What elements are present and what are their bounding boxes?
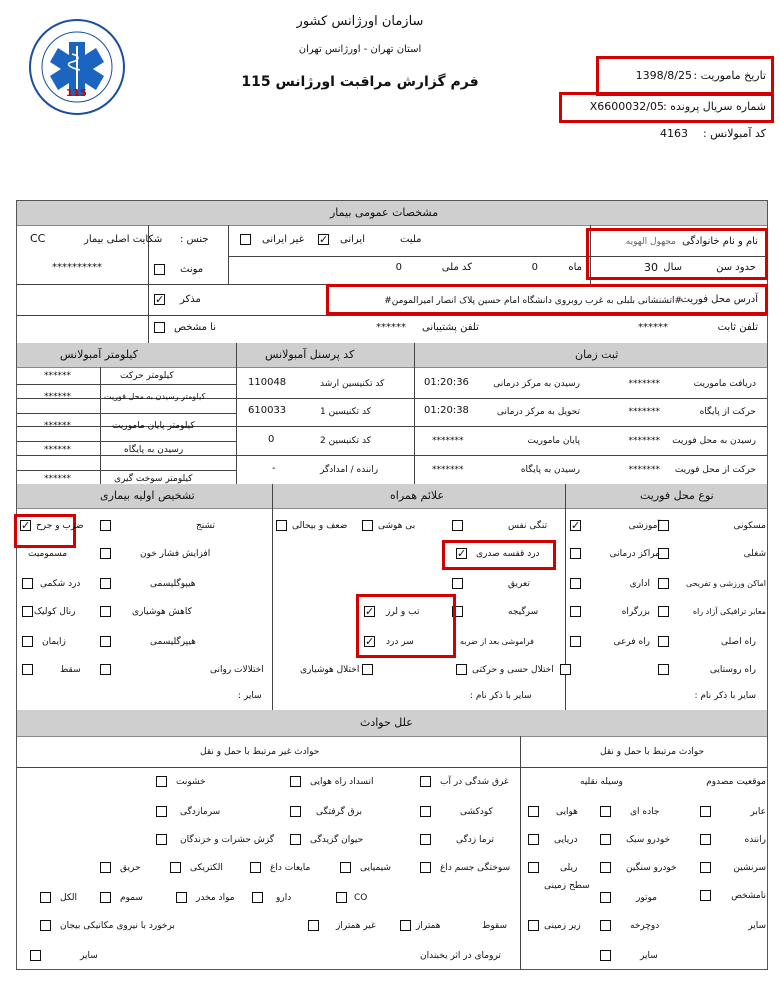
diag-item-3: افزایش فشار خون: [140, 549, 211, 559]
sym-checkbox-10[interactable]: ✓: [365, 635, 375, 648]
name-value: مجهول الهویه: [625, 237, 676, 247]
sym-checkbox-3[interactable]: [276, 520, 287, 531]
vehicle-title: وسیله نقلیه: [580, 777, 623, 787]
sym-other: سایر با ذکر نام :: [470, 691, 532, 701]
address-label: آدرس محل فوریت: [680, 294, 758, 305]
km-row3-label: کیلومتر پایان ماموریت: [112, 421, 195, 431]
time-row3-label: رسیدن به محل فوریت: [672, 436, 756, 446]
diag-item-7: رنال کولیک: [34, 607, 76, 617]
nt-other-checkbox[interactable]: [30, 950, 41, 961]
et-item-4: مراکز درمانی: [609, 549, 660, 559]
time-row3-label2: پایان ماموریت: [527, 436, 580, 446]
vehicle-ground: سطح زمینی: [544, 881, 590, 891]
nt-fall: سقوط: [482, 921, 508, 931]
staff-row2-value: 610033: [248, 405, 287, 416]
diag-checkbox-1[interactable]: ✓: [21, 519, 31, 532]
gender-male-label: مذکر: [180, 294, 201, 305]
et-checkbox-11[interactable]: [658, 664, 669, 675]
nt-heat-checkbox[interactable]: [420, 834, 431, 845]
nt-heat: ترما زدگی: [456, 835, 495, 845]
nt-electric-checkbox[interactable]: [290, 806, 301, 817]
et-item-6: اداری: [629, 579, 650, 589]
nt-airway-checkbox[interactable]: [290, 776, 301, 787]
nt-alcohol-checkbox[interactable]: [40, 892, 51, 903]
nt-frostbite-checkbox[interactable]: [156, 806, 167, 817]
mobile-value: ******: [376, 322, 406, 333]
km-row1-value: ******: [44, 371, 71, 381]
nt-electrical-checkbox[interactable]: [170, 862, 181, 873]
diag-checkbox-10[interactable]: [100, 636, 111, 647]
sym-item-7: تعریق: [508, 579, 530, 589]
general-title: مشخصات عمومی بیمار: [330, 206, 439, 219]
nt-alcohol: الکل: [60, 893, 78, 903]
nt-insect: گزش حشرات و خزندگان: [180, 835, 275, 845]
age-days: 0: [395, 262, 402, 273]
nt-drugs: مواد مخدر: [196, 893, 235, 903]
vehicle-light-checkbox[interactable]: [600, 834, 611, 845]
km-row3-value: ******: [44, 421, 71, 431]
complaint-label: شکایت اصلی بیمار: [84, 234, 163, 245]
et-item-7: معابر ترافیکی آزاد راه: [692, 607, 766, 616]
nt-strangle: کودکشی: [460, 807, 493, 817]
nt-violence-checkbox[interactable]: [156, 776, 167, 787]
et-item-2: آموزشی: [628, 521, 660, 531]
vehicle-light: خودرو سبک: [626, 835, 671, 845]
et-checkbox-2[interactable]: ✓: [571, 519, 581, 532]
nt-electrical: الکتریکی: [190, 863, 223, 873]
mission-date-value: 1398/8/25: [635, 69, 692, 82]
nt-burn: سوختگی جسم داغ: [440, 863, 511, 873]
ambulance-label: کد آمبولانس :: [702, 127, 766, 140]
form-title: فرم گزارش مراقبت اورژانس 115: [241, 74, 479, 90]
sym-checkbox-2[interactable]: [362, 520, 373, 531]
et-checkbox-9[interactable]: [658, 636, 669, 647]
time-row4-label: حرکت از محل فوریت: [674, 465, 756, 475]
diag-checkbox-6[interactable]: [100, 578, 111, 589]
time-row1-value2: 01:20:36: [424, 377, 469, 388]
diag-item-8: کاهش هوشیاری: [132, 607, 192, 617]
sym-checkbox-12[interactable]: [362, 664, 373, 675]
nt-other: سایر: [80, 951, 98, 961]
sym-checkbox-9[interactable]: [560, 664, 571, 675]
nat-foreign-checkbox[interactable]: [240, 234, 251, 245]
nt-mechanical: برخورد با نیروی مکانیکی بیجان: [60, 921, 175, 931]
gender-unknown-label: نا مشخص: [174, 322, 216, 333]
accident-title: علل حوادث: [360, 716, 413, 729]
pos-unknown-checkbox[interactable]: [700, 890, 711, 901]
serial-label: شماره سریال پرونده :: [663, 100, 766, 113]
time-row4-value2: *******: [432, 465, 464, 475]
et-item-11: راه روستایی: [709, 665, 756, 675]
staff-title: کد پرسنل آمبولانس: [265, 348, 355, 361]
staff-row3-label: کد تکنیسین 2: [320, 436, 371, 446]
gender-female-label: مونث: [180, 264, 204, 275]
time-row4-value: *******: [628, 465, 660, 475]
complaint-mask: **********: [52, 262, 102, 273]
sym-item-8: تب و لرز: [386, 607, 420, 617]
staff-row1-label: کد تکنیسین ارشد: [320, 379, 385, 389]
diag-checkbox-2[interactable]: [100, 520, 111, 531]
diag-other: سایر :: [238, 691, 262, 701]
symptom-highlight: [356, 594, 456, 658]
serial-value: X6600032/05: [589, 100, 664, 113]
vehicle-heavy-checkbox[interactable]: [600, 862, 611, 873]
et-other: سایر با ذکر نام :: [694, 691, 756, 701]
nat-foreign-label: غیر ایرانی: [262, 234, 304, 245]
nt-airway: انسداد راه هوایی: [310, 777, 374, 787]
pos-passenger-checkbox[interactable]: [700, 862, 711, 873]
time-row4-label2: رسیدن به پایگاه: [520, 465, 580, 475]
time-row1-label2: رسیدن به مرکز درمانی: [493, 379, 580, 389]
sym-item-11: اختلال حسی و حرکتی: [472, 665, 554, 675]
nt-co: CO: [354, 893, 368, 903]
pos-driver-checkbox[interactable]: [700, 834, 711, 845]
km-row4-label: رسیدن به پایگاه: [124, 445, 184, 455]
gender-female-checkbox[interactable]: [154, 264, 165, 275]
km-row4-value: ******: [44, 445, 71, 455]
nationality-label: ملیت: [400, 234, 422, 245]
time-row1-value: *******: [628, 379, 660, 389]
km-row1-label: کیلومتر حرکت: [120, 371, 174, 381]
nt-medicine-checkbox[interactable]: [252, 892, 263, 903]
symptoms-title: علائم همراه: [390, 489, 445, 502]
address-value: #اتشنشانی بلبلی به غرب روبروی دانشگاه امام حسین پلاک انصار امیرالمومن#: [384, 296, 682, 306]
nt-medicine: دارو: [276, 893, 292, 903]
pos-unknown: نامشخص: [731, 891, 766, 901]
vehicle-road-checkbox[interactable]: [600, 806, 611, 817]
et-checkbox-10[interactable]: [570, 636, 581, 647]
nt-electric: برق گرفتگی: [316, 807, 363, 817]
sym-item-4: تنگی نفس: [508, 521, 548, 531]
diag-checkbox-5[interactable]: [22, 578, 33, 589]
gender-label: جنس :: [180, 234, 209, 245]
pos-title: موقعیت مصدوم: [706, 777, 766, 787]
age-day-label: کد ملی: [441, 262, 472, 273]
staff-row1-value: 110048: [248, 377, 287, 388]
vehicle-other-checkbox[interactable]: [600, 950, 611, 961]
diag-item-9: زایمان: [42, 637, 66, 647]
sym-checkbox-4[interactable]: [452, 520, 463, 531]
diag-item-12: اختلالات روانی: [210, 665, 264, 675]
sym-checkbox-5[interactable]: ✓: [457, 547, 467, 560]
nt-mechanical-checkbox[interactable]: [40, 920, 51, 931]
mission-date-label: تاریخ ماموریت :: [693, 69, 766, 82]
et-checkbox-6[interactable]: [570, 578, 581, 589]
vehicle-underground: زیر زمینی: [544, 921, 581, 931]
nt-non-level: غیر همتراز: [336, 921, 376, 931]
vehicle-heavy: خودرو سنگین: [626, 863, 677, 873]
nt-fire: حریق: [120, 863, 141, 873]
nt-chemical: شیمیایی: [360, 863, 391, 873]
staff-row2-label: کد تکنیسین 1: [320, 407, 371, 417]
et-checkbox-7[interactable]: [658, 606, 669, 617]
nt-fire-checkbox[interactable]: [100, 862, 111, 873]
gender-unknown-checkbox[interactable]: [154, 322, 165, 333]
km-title: کیلومتر آمبولانس: [60, 348, 138, 361]
time-title: ثبت زمان: [575, 348, 619, 361]
name-label: نام و نام خانوادگی: [682, 236, 758, 247]
nt-poison: سموم: [120, 893, 143, 903]
complaint-value: CC: [30, 232, 46, 245]
staff-row4-value: -: [272, 463, 276, 474]
branch-name: استان تهران - اورژانس تهران: [298, 44, 422, 55]
nt-chemical-checkbox[interactable]: [340, 862, 351, 873]
diag-item-1: ضرب و جرح: [36, 521, 84, 531]
sym-item-6: سرگیجه: [508, 607, 539, 617]
org-name: سازمان اورژانس کشور: [296, 14, 424, 29]
non-traffic-title: حوادث غیر مرتبط با حمل و نقل: [200, 747, 320, 757]
km-row5-value: ******: [44, 474, 71, 484]
diag-checkbox-9[interactable]: [22, 636, 33, 647]
age-year-unit: سال: [663, 262, 682, 273]
logo-number: 115: [66, 88, 87, 99]
vehicle-motor: موتور: [636, 893, 657, 903]
diag-checkbox-12[interactable]: [100, 664, 111, 675]
nt-level-checkbox[interactable]: [400, 920, 411, 931]
sym-checkbox-11[interactable]: [456, 664, 467, 675]
et-checkbox-8[interactable]: [570, 606, 581, 617]
staff-row3-value: 0: [268, 434, 275, 445]
nt-poison-checkbox[interactable]: [100, 892, 111, 903]
emergency-type-title: نوع محل فوریت: [640, 489, 714, 502]
phone-label: تلفن ثابت: [717, 322, 758, 333]
time-row2-label: حرکت از پایگاه: [699, 407, 756, 417]
nt-insect-checkbox[interactable]: [156, 834, 167, 845]
nt-frostbite: سرمازدگی: [180, 807, 221, 817]
nt-non-level-checkbox[interactable]: [308, 920, 319, 931]
diag-item-11: سقط: [60, 665, 81, 675]
sym-item-2: بی هوشی: [378, 521, 416, 531]
time-row2-value: *******: [628, 407, 660, 417]
pos-driver: راننده: [744, 835, 766, 845]
sym-checkbox-7[interactable]: [452, 578, 463, 589]
diag-checkbox-11[interactable]: [22, 664, 33, 675]
nt-level: همتراز: [416, 921, 441, 931]
nt-co-checkbox[interactable]: [336, 892, 347, 903]
accident-other: سایر: [748, 921, 766, 931]
vehicle-air-checkbox[interactable]: [528, 806, 539, 817]
et-item-1: مسکونی: [733, 521, 766, 531]
diag-item-4: مسمومیت: [28, 549, 68, 559]
logo: [28, 18, 126, 116]
staff-row4-label: راننده / امدادگر: [320, 465, 379, 475]
sym-checkbox-8[interactable]: ✓: [365, 605, 375, 618]
nt-frost-trauma: ترومای در اثر یخبندان: [420, 951, 501, 961]
time-row2-label2: تحویل به مرکز درمانی: [496, 407, 580, 417]
et-item-9: راه اصلی: [720, 637, 756, 647]
pos-pedestrian: عابر: [750, 807, 766, 817]
diag-item-6: هیپوگلیسمی: [150, 579, 196, 589]
nt-hot-liquid-checkbox[interactable]: [250, 862, 261, 873]
time-row3-value2: *******: [432, 436, 464, 446]
vehicle-bicycle: دوچرخه: [630, 921, 660, 931]
km-row2-value: ******: [44, 392, 71, 402]
diag-checkbox-3[interactable]: [100, 548, 111, 559]
sym-item-5: درد قفسه صدری: [476, 549, 540, 559]
vehicle-rail-checkbox[interactable]: [528, 862, 539, 873]
mobile-label: تلفن پشتیبانی: [422, 322, 479, 333]
nt-drowning-checkbox[interactable]: [420, 776, 431, 787]
nt-burn-checkbox[interactable]: [420, 862, 431, 873]
age-month-unit: ماه: [568, 262, 582, 273]
vehicle-air: هوایی: [556, 807, 578, 817]
age-months: 0: [531, 262, 538, 273]
et-item-8: بزرگراه: [621, 607, 650, 617]
ambulance-value: 4163: [660, 127, 688, 140]
phone-value: ******: [638, 322, 668, 333]
vehicle-sea: دریایی: [554, 835, 578, 845]
km-row5-label: کیلومتر سوخت گیری: [114, 474, 193, 484]
et-checkbox-5[interactable]: [658, 578, 669, 589]
diagnosis-title: تشخیص اولیه بیماری: [100, 489, 195, 502]
nt-violence: خشونت: [176, 777, 206, 787]
pos-pedestrian-checkbox[interactable]: [700, 806, 711, 817]
et-item-5: اماکن ورزشی و تفریحی: [685, 579, 766, 588]
sym-item-3: ضعف و بیحالی: [292, 521, 348, 531]
nt-drowning: غرق شدگی در آب: [440, 777, 509, 787]
nat-iranian-label: ایرانی: [340, 234, 365, 245]
vehicle-sea-checkbox[interactable]: [528, 834, 539, 845]
time-row2-value2: 01:20:38: [424, 405, 469, 416]
nt-animal-checkbox[interactable]: [290, 834, 301, 845]
time-row1-label: دریافت ماموریت: [693, 379, 756, 389]
vehicle-other: سایر: [640, 951, 658, 961]
sym-item-10: سر درد: [386, 637, 414, 647]
traffic-title: حوادث مرتبط با حمل و نقل: [600, 747, 705, 757]
km-row2-label: کیلومتر رسیدن به محل فوریت: [104, 392, 206, 401]
nt-animal: حیوان گزیدگی: [310, 835, 364, 845]
pos-passenger: سرنشین: [733, 863, 766, 873]
diag-item-5: درد شکمی: [40, 579, 81, 589]
et-item-10: راه فرعی: [613, 637, 650, 647]
vehicle-motor-checkbox[interactable]: [600, 892, 611, 903]
age-years: 30: [644, 261, 658, 274]
time-row3-value: *******: [628, 436, 660, 446]
et-item-3: شغلی: [743, 549, 766, 559]
sym-item-9: فراموشی بعد از ضربه: [460, 637, 534, 646]
sym-item-12: اختلال هوشیاری: [300, 665, 360, 675]
diag-checkbox-8[interactable]: [100, 606, 111, 617]
vehicle-bicycle-checkbox[interactable]: [600, 920, 611, 931]
vehicle-rail: ریلی: [560, 863, 578, 873]
nt-strangle-checkbox[interactable]: [420, 806, 431, 817]
diag-checkbox-7[interactable]: [22, 606, 33, 617]
vehicle-road: جاده ای: [630, 807, 660, 817]
nat-iranian-checkbox[interactable]: ✓: [319, 233, 329, 246]
nt-hot-liquid: مایعات داغ: [270, 863, 311, 873]
gender-male-checkbox[interactable]: ✓: [155, 293, 165, 306]
age-label: حدود سن: [716, 262, 756, 273]
diag-item-10: هیپرگلیسمی: [150, 637, 196, 647]
et-checkbox-4[interactable]: [570, 548, 581, 559]
vehicle-underground-checkbox[interactable]: [528, 920, 539, 931]
nt-drugs-checkbox[interactable]: [176, 892, 187, 903]
diag-item-2: تشنج: [196, 521, 216, 531]
